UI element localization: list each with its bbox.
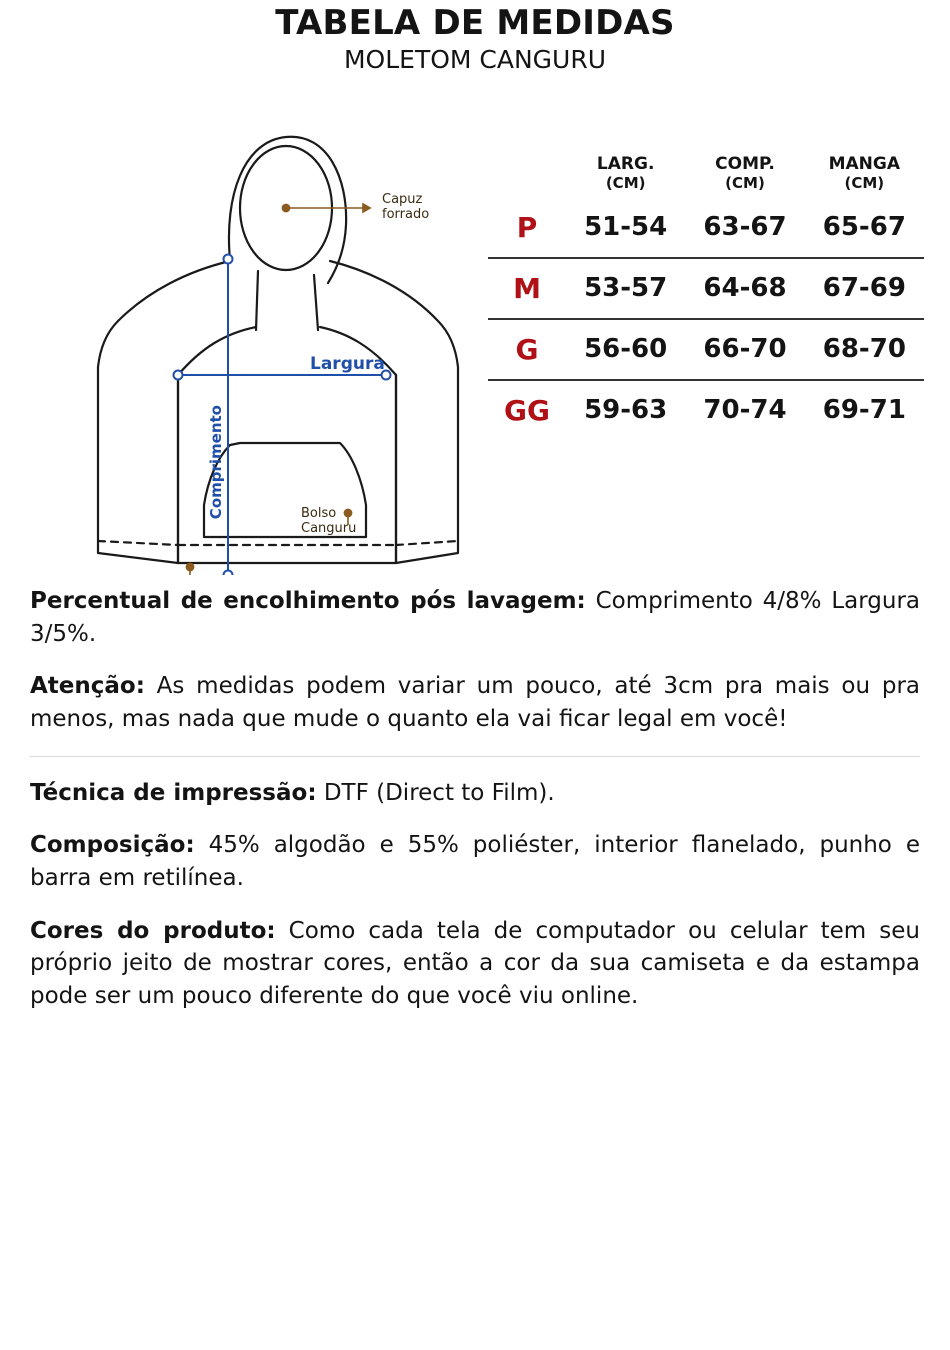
hoodie-diagram	[18, 75, 488, 575]
cell-m-largura: 53-57	[566, 258, 685, 319]
composition-label: Composição:	[30, 832, 195, 859]
table-header-row	[488, 155, 924, 198]
product-details-group	[30, 775, 920, 1013]
size-label-p: P	[516, 210, 538, 244]
callout-length: Comprimento	[207, 405, 225, 520]
size-label-m: M	[488, 258, 566, 319]
section-divider	[30, 756, 920, 757]
table-row	[488, 198, 924, 258]
table-header-manga	[805, 155, 924, 198]
print-technique-text: DTF (Direct to Film).	[316, 779, 555, 806]
info-section	[0, 575, 950, 1013]
header-manga-unit: (CM)	[844, 173, 885, 192]
product-colors-text: Como cada tela de computador ou celular tem seu próprio jeito de mostrar cores, então a cor da sua camiseta e da estampa pode ser um pouco diferente do que você viu online.	[30, 917, 920, 1009]
table-row	[488, 319, 924, 380]
callout-width: Largura	[310, 354, 385, 375]
product-colors-paragraph	[30, 915, 920, 1013]
attention-paragraph	[30, 670, 920, 735]
cell-m-comprimento: 64-68	[685, 258, 804, 319]
cell-g-largura: 56-60	[566, 319, 685, 380]
header-manga-label: MANGA	[828, 154, 901, 175]
cell-p-largura: 51-54	[584, 212, 668, 243]
table-header-comprimento	[685, 155, 804, 198]
product-colors-label: Cores do produto:	[30, 917, 276, 944]
measurements-block	[0, 75, 950, 575]
size-table	[488, 155, 924, 440]
page-header	[0, 0, 950, 75]
cell-m-manga: 67-69	[805, 258, 924, 319]
cell-gg-comprimento: 70-74	[685, 380, 804, 440]
cell-g-manga: 68-70	[805, 319, 924, 380]
table-header-size	[488, 155, 566, 198]
header-comprimento-label: COMP.	[715, 154, 775, 175]
cell-p-comprimento: 63-67	[703, 212, 787, 243]
cell-gg-manga: 69-71	[805, 380, 924, 440]
size-label-g: G	[488, 319, 566, 380]
shrinkage-text: Comprimento 4/8% Largura 3/5%.	[30, 588, 921, 647]
callout-hood-line2: forrado	[382, 207, 430, 223]
shrinkage-label: Percentual de encolhimento pós lavagem:	[30, 588, 586, 615]
cell-p-manga: 65-67	[822, 212, 906, 243]
callout-pocket-line1: Bolso	[301, 506, 337, 522]
callout-pocket-line2: Canguru	[301, 521, 357, 537]
cell-gg-largura: 59-63	[566, 380, 685, 440]
print-technique-paragraph	[30, 777, 920, 810]
cell-g-comprimento: 66-70	[685, 319, 804, 380]
composition-text: 45% algodão e 55% poliéster, interior flanelado, punho e barra em retilínea.	[30, 832, 920, 892]
callout-hood-line1: Capuz	[382, 192, 423, 208]
composition-paragraph	[30, 829, 920, 894]
page-subtitle: MOLETOM CANGURU	[343, 45, 607, 75]
shrinkage-paragraph	[30, 585, 920, 650]
page-title: TABELA DE MEDIDAS	[275, 3, 675, 43]
attention-label: Atenção:	[30, 673, 145, 700]
header-largura-unit: (CM)	[605, 173, 646, 192]
print-technique-label: Técnica de impressão:	[30, 779, 317, 806]
table-row	[488, 258, 924, 319]
attention-text: As medidas podem variar um pouco, até 3cm pra mais ou pra menos, mas nada que mude o quanto ela vai ficar legal em você!	[30, 673, 920, 733]
header-largura-label: LARG.	[596, 154, 655, 175]
header-comprimento-unit: (CM)	[725, 173, 765, 192]
size-label-gg: GG	[488, 380, 566, 440]
size-table-wrapper	[488, 75, 932, 440]
table-row	[488, 380, 924, 440]
table-header-largura	[566, 155, 685, 198]
